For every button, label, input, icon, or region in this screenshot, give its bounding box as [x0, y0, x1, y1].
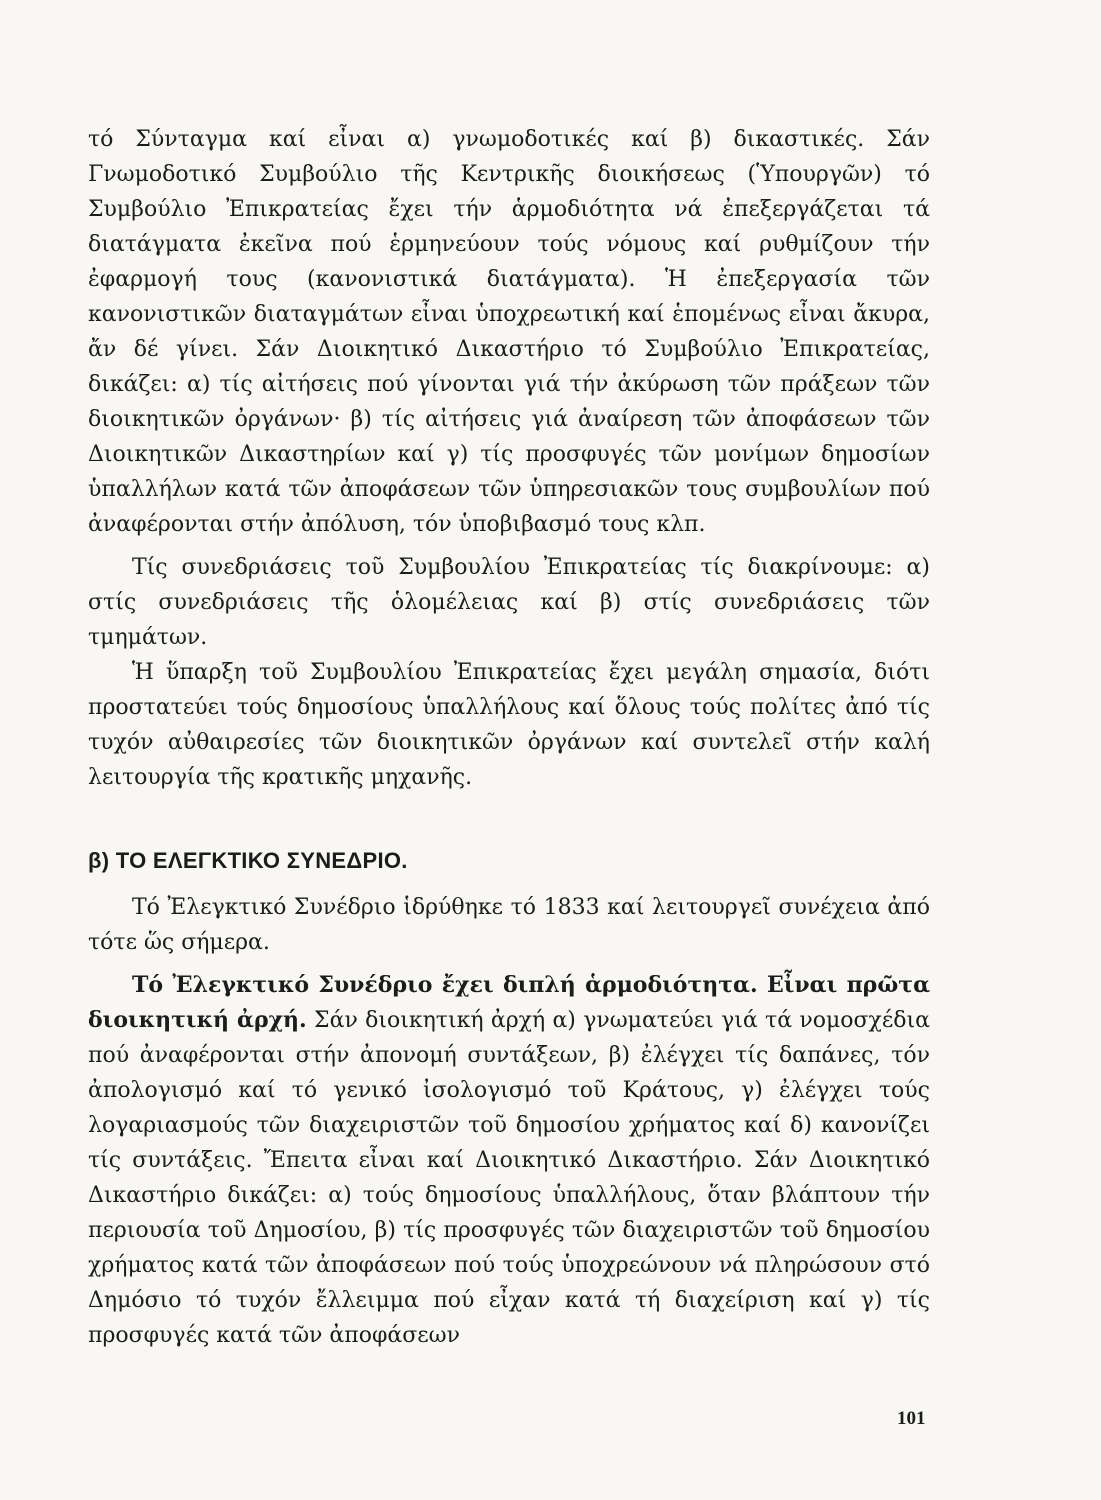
page-number: 101 [897, 1408, 926, 1429]
body-text [88, 122, 930, 1353]
paragraph-5-emphasis: Τό Ἐλεγκτικό Συνέδριο ἔχει διπλή ἁρμοδιότητα. Εἶναι πρῶτα διοικητική ἀρχή. [88, 972, 930, 1033]
paragraph-5 [88, 968, 930, 1353]
paragraph-1: τό Σύνταγμα καί εἶναι α) γνωμοδοτικές καί β) δικαστικές. Σάν Γνωμοδοτικό Συμβούλιο τῆς Κεντρικῆς διοικήσεως (Ὑπουργῶν) τό Συμβούλιο Ἐπικρατείας ἔχει τήν ἁρμοδιότητα νά ἐπεξεργάζεται τά διατάγματα ἐκεῖνα πού ἑρμηνεύουν τούς νόμους καί ρυθμίζουν τήν ἐφαρμογή τους (κανονιστικά διατάγματα). Ἡ ἐπεξεργασία τῶν κανονιστικῶν διαταγμάτων εἶναι ὑποχρεωτική καί ἑπομένως εἶναι ἄκυρα, ἄν δέ γίνει. Σάν Διοικητικό Δικαστήριο τό Συμβούλιο Ἐπικρατείας, δικάζει: α) τίς αἰτήσεις πού γίνονται γιά τήν ἀκύρωση τῶν πράξεων τῶν διοικητικῶν ὀργάνων· β) τίς αἰτήσεις γιά ἀναίρεση τῶν ἀποφάσεων τῶν Διοικητικῶν Δικαστηρίων καί γ) τίς προσφυγές τῶν μονίμων δημοσίων ὑπαλλήλων κατά τῶν ἀποφάσεων τῶν ὑπηρεσιακῶν τους συμβουλίων πού ἀναφέρονται στήν ἀπόλυση, τόν ὑποβιβασμό τους κλπ. [88, 127, 930, 537]
paragraph-2: Τίς συνεδριάσεις τοῦ Συμβουλίου Ἐπικρατείας τίς διακρίνουμε: α) στίς συνεδριάσεις τῆς ὁλομέλειας καί β) στίς συνεδριάσεις τῶν τμημάτων. [88, 555, 930, 650]
paragraph-4: Τό Ἐλεγκτικό Συνέδριο ἱδρύθηκε τό 1833 καί λειτουργεῖ συνέχεια ἀπό τότε ὥς σήμερα. [88, 895, 930, 955]
section-heading: β) ΤΟ ΕΛΕΓΚΤΙΚΟ ΣΥΝΕΔΡΙΟ. [88, 848, 408, 873]
paragraph-5-text: Σάν διοικητική ἀρχή α) γνωματεύει γιά τά νομοσχέδια πού ἀναφέρονται στήν ἀπονομή συντάξεων, β) ἐλέγχει τίς δαπάνες, τόν ἀπολογισμό καί τό γενικό ἰσολογισμό τοῦ Κράτους, γ) ἐλέγχει τούς λογαριασμούς τῶν διαχειριστῶν τοῦ δημοσίου χρήματος καί δ) κανονίζει τίς συντάξεις. Ἔπειτα εἶναι καί Διοικητικό Δικαστήριο. Σάν Διοικητικό Δικαστήριο δικάζει: α) τούς δημοσίους ὑπαλλήλους, ὅταν βλάπτουν τήν περιουσία τοῦ Δημοσίου, β) τίς προσφυγές τῶν διαχειριστῶν τοῦ δημοσίου χρήματος κατά τῶν ἀποφάσεων πού τούς ὑποχρεώνουν νά πληρώσουν στό Δημόσιο τό τυχόν ἔλλειμμα πού εἶχαν κατά τή διαχείριση καί γ) τίς προσφυγές κατά τῶν ἀποφάσεων [88, 1008, 930, 1348]
paragraph-3: Ἡ ὕπαρξη τοῦ Συμβουλίου Ἐπικρατείας ἔχει μεγάλη σημασία, διότι προστατεύει τούς δημοσίους ὑπαλλήλους καί ὅλους τούς πολίτες ἀπό τίς τυχόν αὐθαιρεσίες τῶν διοικητικῶν ὀργάνων καί συντελεῖ στήν καλή λειτουργία τῆς κρατικῆς μηχανῆς. [88, 660, 930, 790]
